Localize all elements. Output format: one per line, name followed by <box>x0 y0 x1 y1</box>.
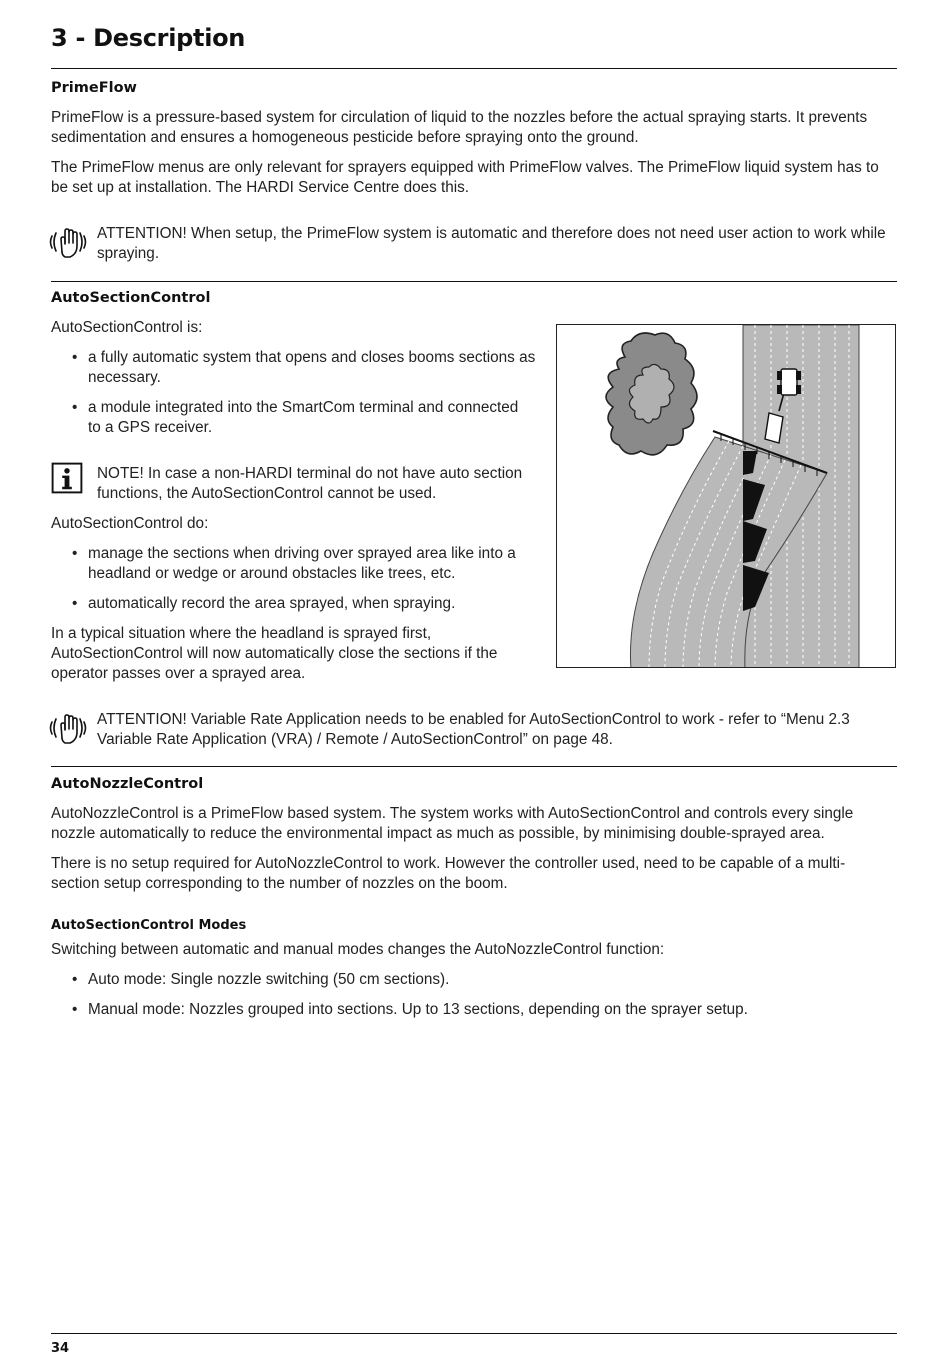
autonozzle-heading: AutoNozzleControl <box>51 776 204 792</box>
autosection-is-list <box>72 348 552 448</box>
modes-heading: AutoSectionControl Modes <box>51 918 247 933</box>
primeflow-attention <box>48 222 898 266</box>
list-item: • a module integrated into the SmartCom terminal and connected to a GPS receiver. <box>72 398 552 438</box>
field-spraying-diagram <box>557 325 896 668</box>
autosection-intro: AutoSectionControl is: <box>51 319 203 336</box>
hand-attention-icon <box>48 222 88 262</box>
primeflow-paragraph-1: PrimeFlow is a pressure-based system for circulation of liquid to the nozzles before the actual spraying starts. It prevents sedimentation and ensures a homogeneous pesticide before spraying onto the ground. <box>51 109 868 146</box>
info-icon <box>51 462 83 494</box>
autosection-heading: AutoSectionControl <box>51 290 211 306</box>
autosection-do-list <box>72 544 552 624</box>
list-item: • a fully automatic system that opens and closes booms sections as necessary. <box>72 348 552 388</box>
autosection-paragraph: In a typical situation where the headland is sprayed first, AutoSectionControl will now automatically close the sections if the operator passes over a sprayed area. <box>51 625 498 682</box>
autonozzle-paragraph-2: There is no setup required for AutoNozzleControl to work. However the controller used, need to be capable of a multi- section setup corresponding to the number of nozzles on the boom. <box>51 855 846 892</box>
note-text: NOTE! In case a non-HARDI terminal do not have auto section functions, the AutoSectionControl cannot be used. <box>97 465 523 502</box>
list-item: • manage the sections when driving over sprayed area like into a headland or wedge or around obstacles like trees, etc. <box>72 544 552 584</box>
list-item: • Auto mode: Single nozzle switching (50 cm sections). <box>72 970 892 990</box>
autosection-illustration <box>556 324 896 668</box>
autosection-do-intro: AutoSectionControl do: <box>51 515 209 532</box>
hand-attention-icon <box>48 708 88 748</box>
title-rule <box>51 68 897 69</box>
section-rule <box>51 766 897 767</box>
modes-intro: Switching between automatic and manual modes changes the AutoNozzleControl function: <box>51 941 665 958</box>
autonozzle-paragraph-1: AutoNozzleControl is a PrimeFlow based system. The system works with AutoSectionControl and controls every single nozzle automatically to reduce the environmental impact as much as possible, by minimising double-sprayed area. <box>51 805 854 842</box>
list-item: • automatically record the area sprayed, when spraying. <box>72 594 552 614</box>
chapter-title: 3 - Description <box>51 24 246 52</box>
primeflow-paragraph-2: The PrimeFlow menus are only relevant for sprayers equipped with PrimeFlow valves. The PrimeFlow liquid system has to be set up at installation. The HARDI Service Centre does this. <box>51 159 879 196</box>
autosection-note <box>48 462 548 506</box>
attention-text: ATTENTION! When setup, the PrimeFlow system is automatic and therefore does not need user action to work while spraying. <box>97 225 886 262</box>
attention-text: ATTENTION! Variable Rate Application needs to be enabled for AutoSectionControl to work - refer to “Menu 2.3 Variable Rate Application (VRA) / Remote / AutoSectionControl” on page 48. <box>97 711 850 748</box>
section-rule <box>51 281 897 282</box>
modes-list <box>72 970 892 1030</box>
primeflow-heading: PrimeFlow <box>51 80 137 96</box>
list-item: • Manual mode: Nozzles grouped into sections. Up to 13 sections, depending on the sprayer setup. <box>72 1000 892 1020</box>
autosection-attention <box>48 708 898 752</box>
page-number: 34 <box>51 1341 70 1356</box>
footer-rule <box>51 1333 897 1334</box>
